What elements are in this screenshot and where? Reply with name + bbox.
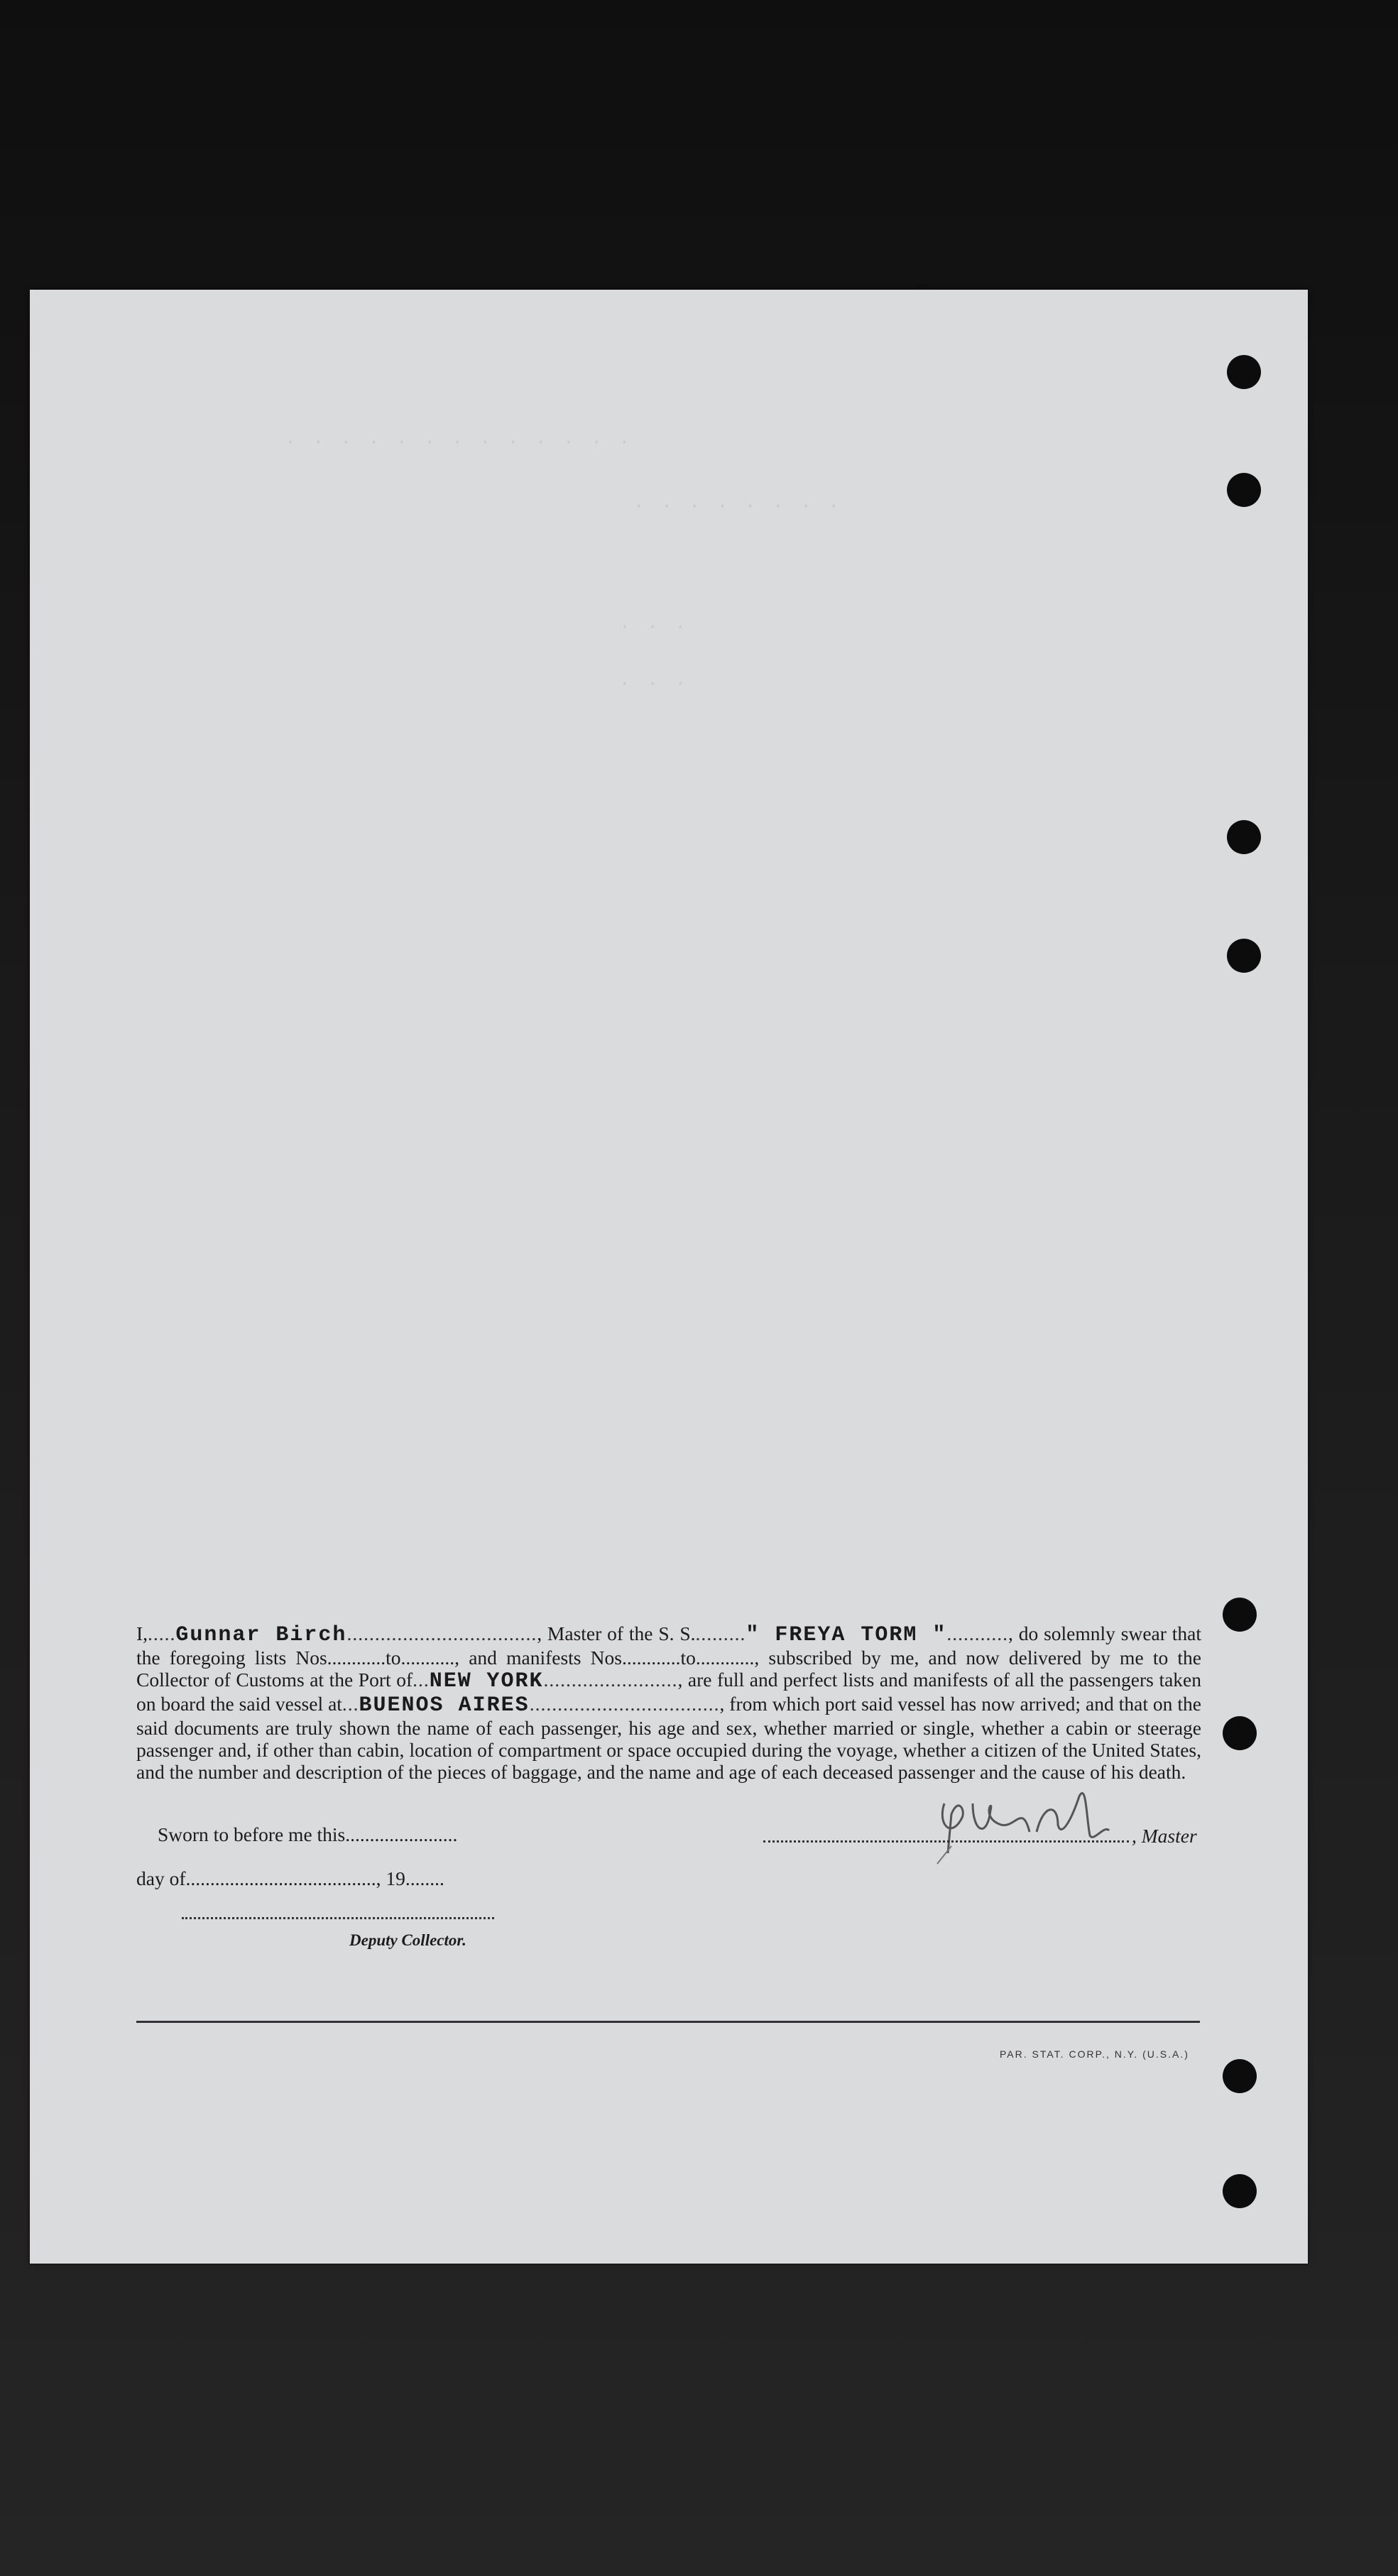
manifest-sheet: · · · · · · · · · · · · · · · · · · · · · · · · · · · xyxy=(30,290,1308,2264)
punch-hole xyxy=(1227,820,1261,854)
punch-hole xyxy=(1227,939,1261,973)
sworn-before-label: Sworn to before me this....................... xyxy=(158,1823,458,1845)
punch-hole xyxy=(1227,473,1261,507)
punch-hole xyxy=(1227,355,1261,389)
master-signature-line xyxy=(763,1840,1129,1843)
deputy-collector-signature-line xyxy=(182,1917,494,1919)
oath-text-3: , from which port said vessel has now arrived; and that on the said documents are truly shown the name of each passenger, his age and sex, whether married or single, whether a cabin or steerage passenger and, if other than cabin, location of compartment or space occupied during the voyage, whether a citizen of the United States, and the number and description of the pieces of baggage, and the name and age of each deceased passenger and the cause of his death. xyxy=(136,1693,1201,1783)
master-name: Gunnar Birch xyxy=(175,1623,347,1647)
oath-text-1: , do solemnly swear that the foregoing lists Nos............to..........., and manifests Nos............to............, subscribed by me, and now delivered by me to the Collector of Customs at the Port of xyxy=(136,1622,1201,1691)
punch-hole xyxy=(1223,1598,1257,1632)
master-oath-paragraph: I,.....Gunnar Birch.................................., Master of the S. S.........." FREYA TORM "..........., do solemnly swear that the foregoing lists Nos............to..........., and manifests Nos............to............, subscribed by me, and now delivered by me to the Collector of Customs at the Port of...NEW YORK........................, are full and perfect lists and manifests of all the passengers taken on board the said vessel at...BUENOS AIRES.................................., from which port said vessel has now arrived; and that on the said documents are truly shown the name of each passenger, his age and sex, whether married or single, whether a cabin or steerage passenger and, if other than cabin, location of compartment or space occupied during the voyage, whether a citizen of the United States, and the number and description of the pieces of baggage, and the name and age of each deceased passenger and the cause of his death. xyxy=(136,1622,1201,1783)
day-of-label: day of......................................., 19........ xyxy=(136,1867,444,1889)
master-signature xyxy=(923,1775,1115,1867)
punch-hole xyxy=(1223,2059,1257,2093)
vessel-name: " FREYA TORM " xyxy=(746,1623,947,1647)
punch-hole xyxy=(1223,2174,1257,2208)
master-of-text: , Master of the S. S. xyxy=(537,1622,696,1644)
punch-hole xyxy=(1223,1716,1257,1750)
oath-text-2: , are full and perfect lists and manifests of all the passengers taken on board the said vessel at xyxy=(136,1669,1201,1715)
deputy-collector-label: Deputy Collector. xyxy=(349,1931,466,1949)
port-of-departure: BUENOS AIRES xyxy=(359,1693,530,1718)
master-label: , Master xyxy=(1132,1825,1197,1847)
port-of-arrival: NEW YORK xyxy=(429,1669,544,1693)
oath-intro: I, xyxy=(136,1622,148,1644)
printer-imprint: PAR. STAT. CORP., N.Y. (U.S.A.) xyxy=(1000,2048,1189,2060)
bottom-rule xyxy=(136,2021,1200,2023)
